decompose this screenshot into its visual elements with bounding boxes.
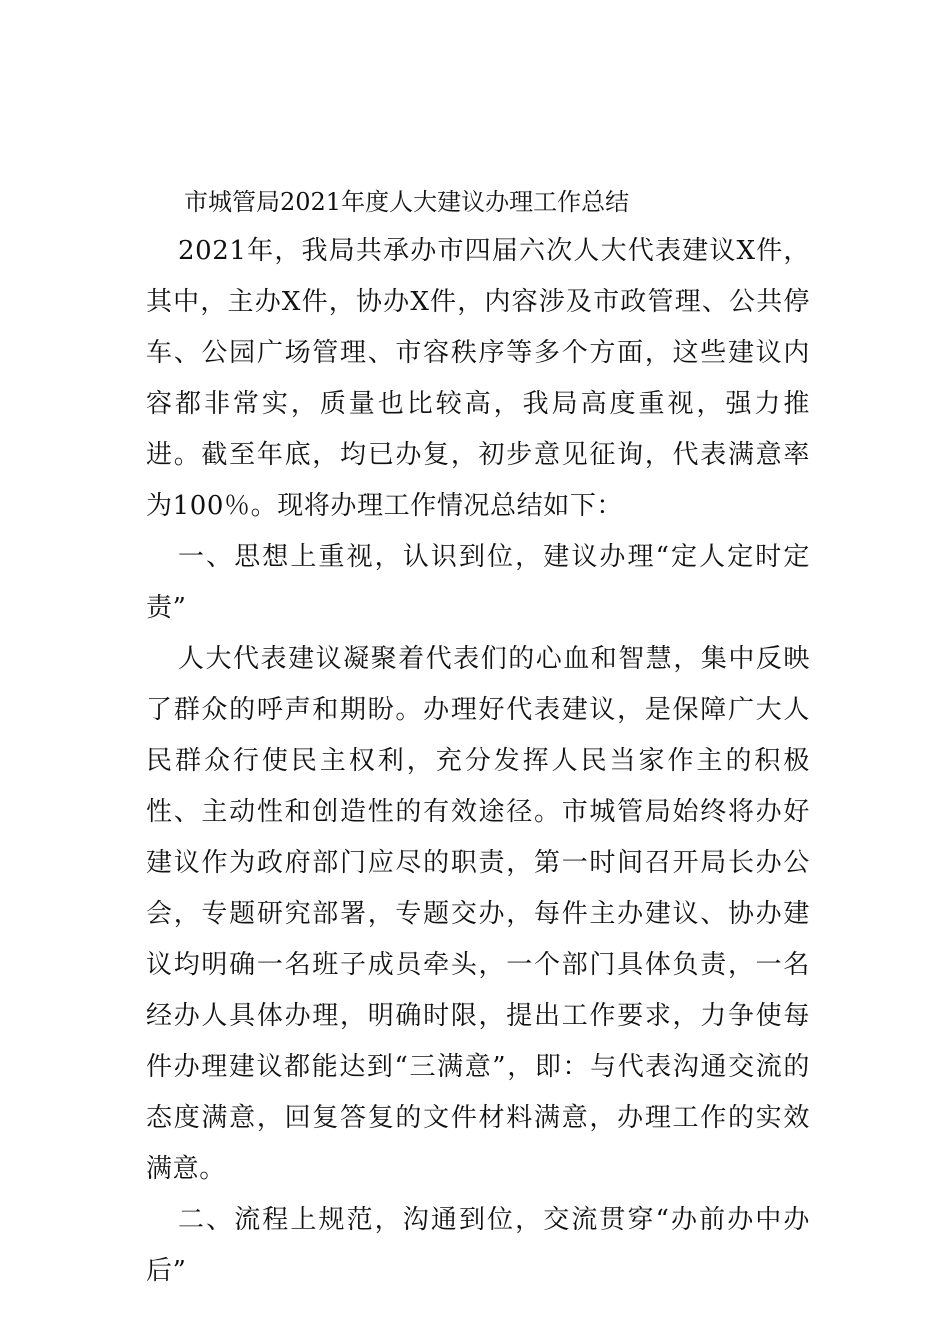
document-body <box>146 178 810 1297</box>
intro-paragraph: 2021年，我局共承办市四届六次人大代表建议X件，其中，主办X件，协办X件，内容涉及市政管理、公共停车、公园广场管理、市容秩序等多个方面，这些建议内容都非常实，质量也比较高，我局高度重视，强力推进。截至年底，均已办复，初步意见征询，代表满意率为100％。现将办理工作情况总结如下： <box>146 236 810 521</box>
section-heading-1: 一、思想上重视，认识到位，建议办理“定人定时定责” <box>146 542 810 623</box>
document-title: 市城管局2021年度人大建议办理工作总结 <box>184 188 630 216</box>
section-1-paragraph: 人大代表建议凝聚着代表们的心血和智慧，集中反映了群众的呼声和期盼。办理好代表建议，是保障广大人民群众行使民主权利，充分发挥人民当家作主的积极性、主动性和创造性的有效途径。市城管局始终将办好建议作为政府部门应尽的职责，第一时间召开局长办公会，专题研究部署，专题交办，每件主办建议、协办建议均明确一名班子成员牵头，一个部门具体负责，一名经办人具体办理，明确时限，提出工作要求，力争使每件办理建议都能达到“三满意”，即：与代表沟通交流的态度满意，回复答复的文件材料满意，办理工作的实效满意。 <box>146 644 810 1184</box>
section-heading-2: 二、流程上规范，沟通到位，交流贯穿“办前办中办后” <box>146 1205 810 1286</box>
